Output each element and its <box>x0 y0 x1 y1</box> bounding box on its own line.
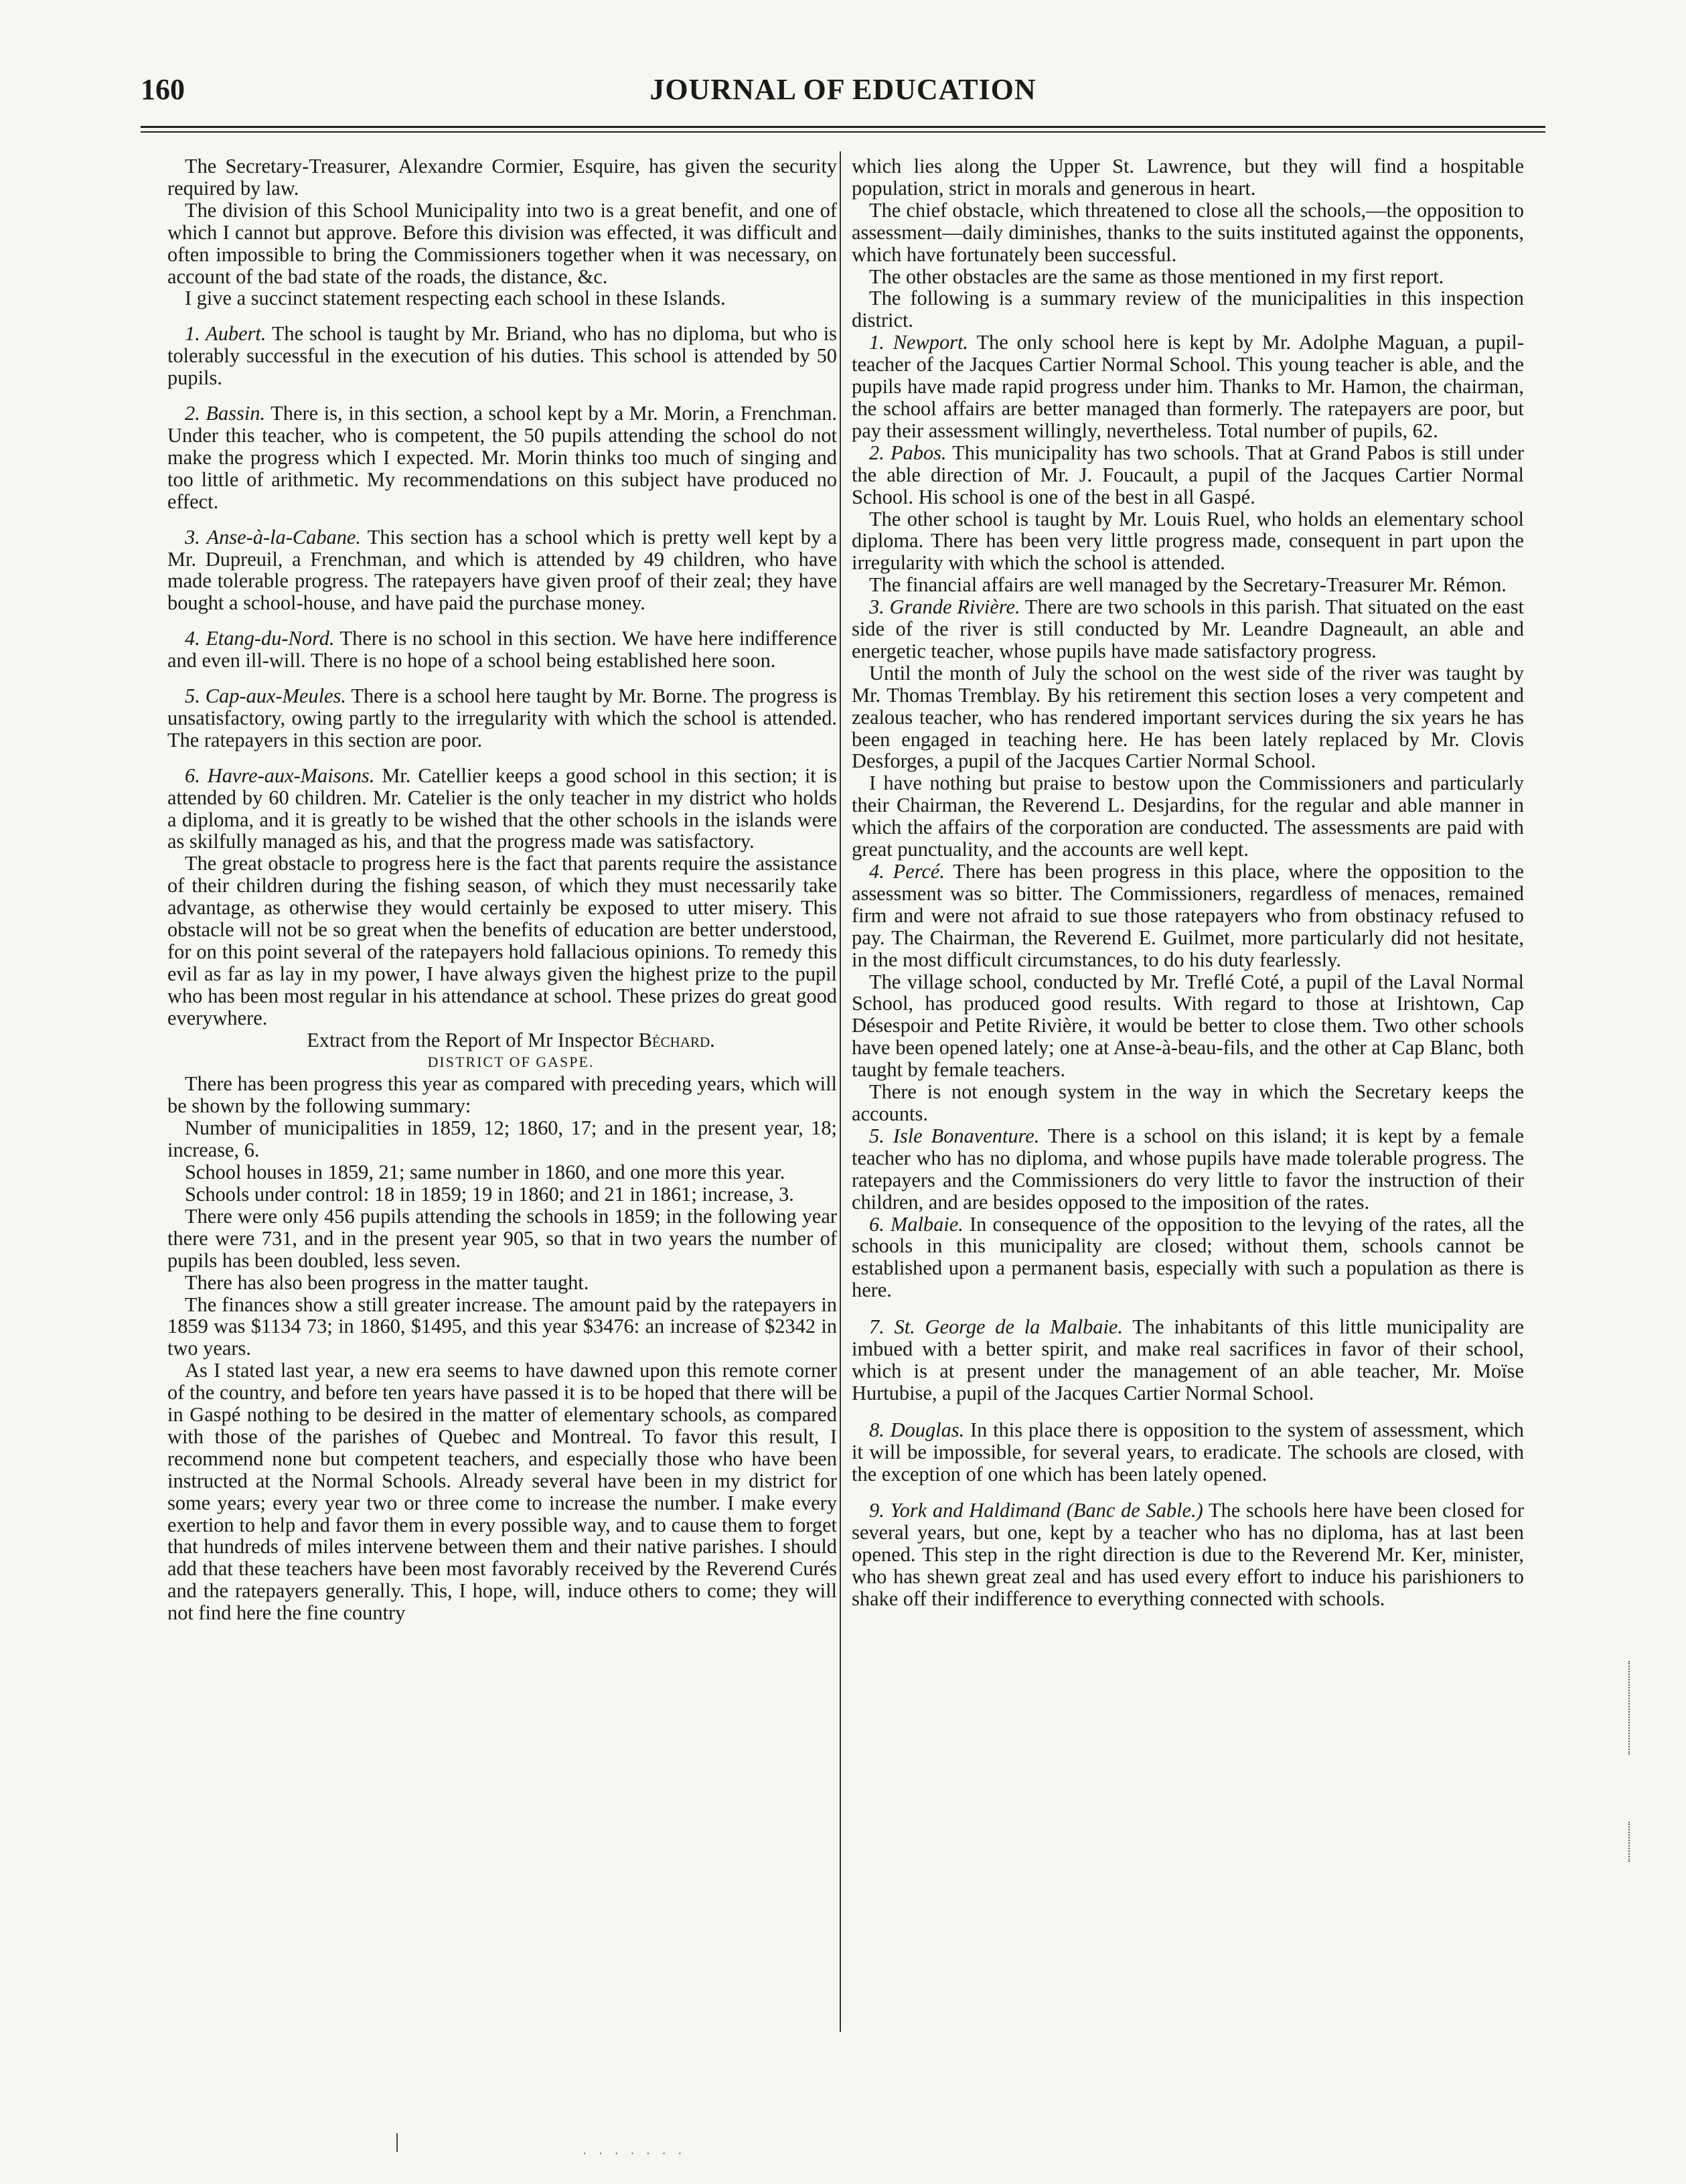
paragraph: Schools under control: 18 in 1859; 19 in 1860; and 21 in 1861; increase, 3. <box>185 1182 794 1206</box>
section-text: In this place there is opposition to the system of assessment, which it will be impossible, for several years, to eradicate. The schools are closed, with the exception of one which has been lately opened. <box>852 1418 1524 1485</box>
section-text: This section has a school which is pretty well kept by a Mr. Dupreuil, a Frenchman, and which is attended by 49 children, who have made tolerable progress. The ratepayers have given proof of their zeal; they have bought a school-house, and have paid the purchase money. <box>167 525 837 615</box>
section-title: 4. Etang-du-Nord. <box>185 627 335 650</box>
paragraph: The finances show a still greater increase. The amount paid by the ratepayers in 1859 was $1134 73; in 1860, $1495, and this year $3476: an increase of $2342 in two years. <box>167 1293 837 1360</box>
paragraph: The division of this School Municipality into two is a great benefit, and one of which I cannot but approve. Before this division was effected, it was difficult and often impossible to bring the Commissioners together when it was necessary, on account of the bad state of the roads, the distance, &c. <box>167 198 837 288</box>
section-text: In consequence of the opposition to the levying of the rates, all the schools in this municipality are closed; without them, schools cannot be established upon a permanent basis, especially with such a population as there is here. <box>852 1212 1524 1302</box>
paragraph: As I stated last year, a new era seems to have dawned upon this remote corner of the country, and before ten years have passed it is to be hoped that there will be in Gaspé nothing to be desired in the matter of elementary schools, as compared with those of the parishes of Quebec and Montreal. To favor this result, I recommend none but competent teachers, and especially those who have been instructed at the Normal Schools. Already several have been in my district for some years; every year two or three come to increase the number. I make every exertion to help and favor them in every possible way, and to cause them to forget that hundreds of miles intervene between them and their native parishes. I should add that these teachers have been most favorably received by the Reverend Curés and the ratepayers generally. This, I hope, will, induce others to come; they will not find here the fine country <box>167 1359 837 1625</box>
district-heading: DISTRICT OF GASPE. <box>427 1053 595 1070</box>
paragraph: School houses in 1859, 21; same number in 1860, and one more this year. <box>185 1161 785 1184</box>
paragraph <box>852 1214 1524 1302</box>
section-title: 9. York and Haldimand (Banc de Sable.) <box>869 1499 1203 1522</box>
section-text: There has been progress in this place, where the opposition to the assessment was so bitter. The Commissioners, regardless of menaces, remained firm and were not afraid to sue those ratepayers who from obstinacy refused to pay. The Chairman, the Reverend E. Guilmet, more particularly did not hesitate, in the most difficult circumstances, to do his duty fearlessly. <box>852 860 1524 971</box>
header-rule-double <box>141 131 1545 133</box>
paragraph <box>852 442 1524 508</box>
section-title: 6. Malbaie. <box>869 1212 964 1236</box>
column-divider <box>840 151 841 2032</box>
section-title: 5. Cap-aux-Meules. <box>185 684 346 708</box>
paragraph: The following is a summary review of the municipalities in this inspection district. <box>852 287 1524 332</box>
page-header <box>141 72 1545 119</box>
section-title: 7. St. George de la Malbaie. <box>869 1315 1124 1339</box>
header-rule <box>141 126 1545 128</box>
paragraph: Until the month of July the school on the west side of the river was taught by Mr. Thomas Tremblay. By his retirement this section loses a very competent and zealous teacher, who has rendered important services during the six years he has been engaged in teaching here. He has been lately replaced by Mr. Clovis Desforges, a pupil of the Jacques Cartier Normal School. <box>852 661 1524 773</box>
paragraph <box>167 685 837 751</box>
paragraph: I give a succinct statement respecting each school in these Islands. <box>185 287 726 310</box>
section-text: The only school here is kept by Mr. Adolphe Maguan, a pupil-teacher of the Jacques Cartier Normal School. This young teacher is able, and the pupils have made rapid progress under him. Thanks to Mr. Hamon, the chairman, the school affairs are better managed than formerly. The ratepayers are poor, but pay their assessment willingly, nevertheless. Total number of pupils, 62. <box>852 331 1524 442</box>
section-title: 8. Douglas. <box>869 1418 965 1441</box>
paragraph <box>167 765 837 853</box>
paragraph <box>852 332 1524 442</box>
section-text: Mr. Catellier keeps a good school in this section; it is attended by 60 children. Mr. Catelier is the only teacher in my district who holds a diploma, and it is greatly to be wished that the other schools in the islands were as skilfully managed as his, and that the progress made was satisfactory. <box>167 763 837 853</box>
paragraph <box>167 526 837 615</box>
paragraph: The chief obstacle, which threatened to close all the schools,—the opposition to assessment—daily diminishes, thanks to the suits instituted against the opponents, which have fortunately been successful. <box>852 198 1524 266</box>
margin-mark <box>1628 1661 1630 1755</box>
paragraph <box>852 596 1524 662</box>
section-title: 4. Percé. <box>869 860 945 883</box>
section-title: 3. Anse-à-la-Cabane. <box>185 525 361 549</box>
section-title: 6. Havre-aux-Maisons. <box>185 763 375 787</box>
paragraph: The financial affairs are well managed by the Secretary-Treasurer Mr. Rémon. <box>869 573 1507 597</box>
paragraph <box>852 1125 1524 1214</box>
section-title: 2. Bassin. <box>185 402 266 425</box>
section-text: The school is taught by Mr. Briand, who has no diploma, but who is tolerably successful in the execution of his duties. This school is attended by 50 pupils. <box>167 322 837 390</box>
page-number: 160 <box>141 73 185 106</box>
paragraph <box>167 628 837 672</box>
journal-title: JOURNAL OF EDUCATION <box>649 73 1037 106</box>
paragraph: There has also been progress in the matter taught. <box>185 1270 589 1294</box>
inspector-name: Béchard. <box>638 1028 715 1051</box>
paragraph <box>852 1316 1524 1404</box>
section-text: The inhabitants of this little municipality are imbued with a better spirit, and make real sacrifices in favor of their school, which is at present under the management of an able teacher, Mr. Moïse Hurtubise, a pupil of the Jacques Cartier Normal School. <box>852 1315 1525 1404</box>
section-text: There is, in this section, a school kept by a Mr. Morin, a Frenchman. Under this teacher, who is competent, the 50 pupils attending the school do not make the progress which I expected. Mr. Morin thinks too much of singing and too little of arithmetic. My recommendations on this subject have produced no effect. <box>167 402 837 513</box>
section-text: This municipality has two schools. That at Grand Pabos is still under the able direction of Mr. J. Foucault, a pupil of the Jacques Cartier Normal School. His school is one of the best in all Gaspé. <box>852 441 1525 508</box>
paragraph: The Secretary-Treasurer, Alexandre Cormier, Esquire, has given the security required by law. <box>167 155 837 200</box>
paragraph: The village school, conducted by Mr. Treflé Coté, a pupil of the Laval Normal School, has produced good results. With regard to those at Irishtown, Cap Désespoir and Petite Rivière, it would be better to close them. Two other schools have been opened lately; one at Anse-à-beau-fils, and the other at Cap Blanc, both taught by female teachers. <box>852 970 1524 1082</box>
section-title: 2. Pabos. <box>869 441 947 464</box>
paragraph <box>852 1419 1524 1485</box>
paragraph <box>167 403 837 513</box>
section-text: The schools here have been closed for several years, but one, kept by a teacher who has no diploma, has at last been opened. This step in the right direction is due to the Reverend Mr. Ker, minister, who has shewn great zeal and has used every effort to induce his parishioners to shake off their indifference to everything connected with schools. <box>852 1499 1524 1611</box>
left-column <box>167 155 837 1624</box>
paragraph: I have nothing but praise to bestow upon the Commissioners and particularly their Chairman, the Reverend L. Desjardins, for the regular and able manner in which the affairs of the corporation are conducted. The assessments are paid with great punctuality, and the accounts are well kept. <box>852 772 1524 861</box>
paragraph: There is not enough system in the way in which the Secretary keeps the accounts. <box>852 1080 1524 1125</box>
section-text: There is a school on this island; it is kept by a female teacher who has no diploma, and whose pupils have made tolerable progress. The ratepayers and the Commissioners do very little to favor the instruction of their children, and are besides opposed to the imposition of the rates. <box>852 1124 1524 1214</box>
section-text: There are two schools in this parish. That situated on the east side of the river is still conducted by Mr. Leandre Dagneault, an able and energetic teacher, whose pupils have made satisfactory progress. <box>852 595 1524 662</box>
margin-mark <box>1628 1822 1630 1862</box>
section-title: 5. Isle Bonaventure. <box>869 1124 1040 1147</box>
section-text: There is a school here taught by Mr. Borne. The progress is unsatisfactory, owing partly to the irregularity with which the school is attended. The ratepayers in this section are poor. <box>167 684 837 751</box>
paragraph: There were only 456 pupils attending the schools in 1859; in the following year there were 731, and in the present year 905, so that in two years the number of pupils has been doubled, less seven. <box>167 1204 837 1272</box>
extract-prefix: Extract from the Report of Mr Inspector <box>307 1028 633 1051</box>
paragraph <box>852 861 1524 971</box>
extract-heading <box>167 1029 837 1051</box>
paragraph <box>852 1500 1524 1610</box>
section-title: 3. Grande Rivière. <box>869 595 1020 619</box>
section-text: There is no school in this section. We have here indifference and even ill-will. There is no hope of a school being established here soon. <box>167 627 837 672</box>
section-title: 1. Newport. <box>869 331 969 354</box>
paragraph: The great obstacle to progress here is the fact that parents require the assistance of their children during the fishing season, of which they must necessarily take advantage, as otherwise they would certainly be exposed to utter misery. This obstacle will not be so great when the benefits of education are better understood, for on this point several of the ratepayers hold fallacious opinions. To remedy this evil as far as lay in my power, I have always given the highest prize to the pupil who has been most regular in his attendance at school. These prizes do great good everywhere. <box>167 852 837 1029</box>
paragraph: Number of municipalities in 1859, 12; 1860, 17; and in the present year, 18; increase, 6. <box>167 1116 837 1162</box>
paragraph: There has been progress this year as compared with preceding years, which will be shown by the following summary: <box>167 1072 837 1118</box>
footer-dots: · · · · · · · <box>583 2146 686 2161</box>
section-title: 1. Aubert. <box>185 322 266 346</box>
paragraph: which lies along the Upper St. Lawrence, but they will find a hospitable population, strict in morals and generous in heart. <box>852 155 1524 200</box>
paragraph: The other obstacles are the same as those mentioned in my first report. <box>869 265 1444 288</box>
footer-mark <box>396 2133 398 2152</box>
right-column <box>852 155 1524 1610</box>
paragraph: The other school is taught by Mr. Louis Ruel, who holds an elementary school diploma. There has been very little progress made, consequent in part upon the irregularity with which the school is attended. <box>852 507 1524 575</box>
paragraph <box>167 323 837 389</box>
